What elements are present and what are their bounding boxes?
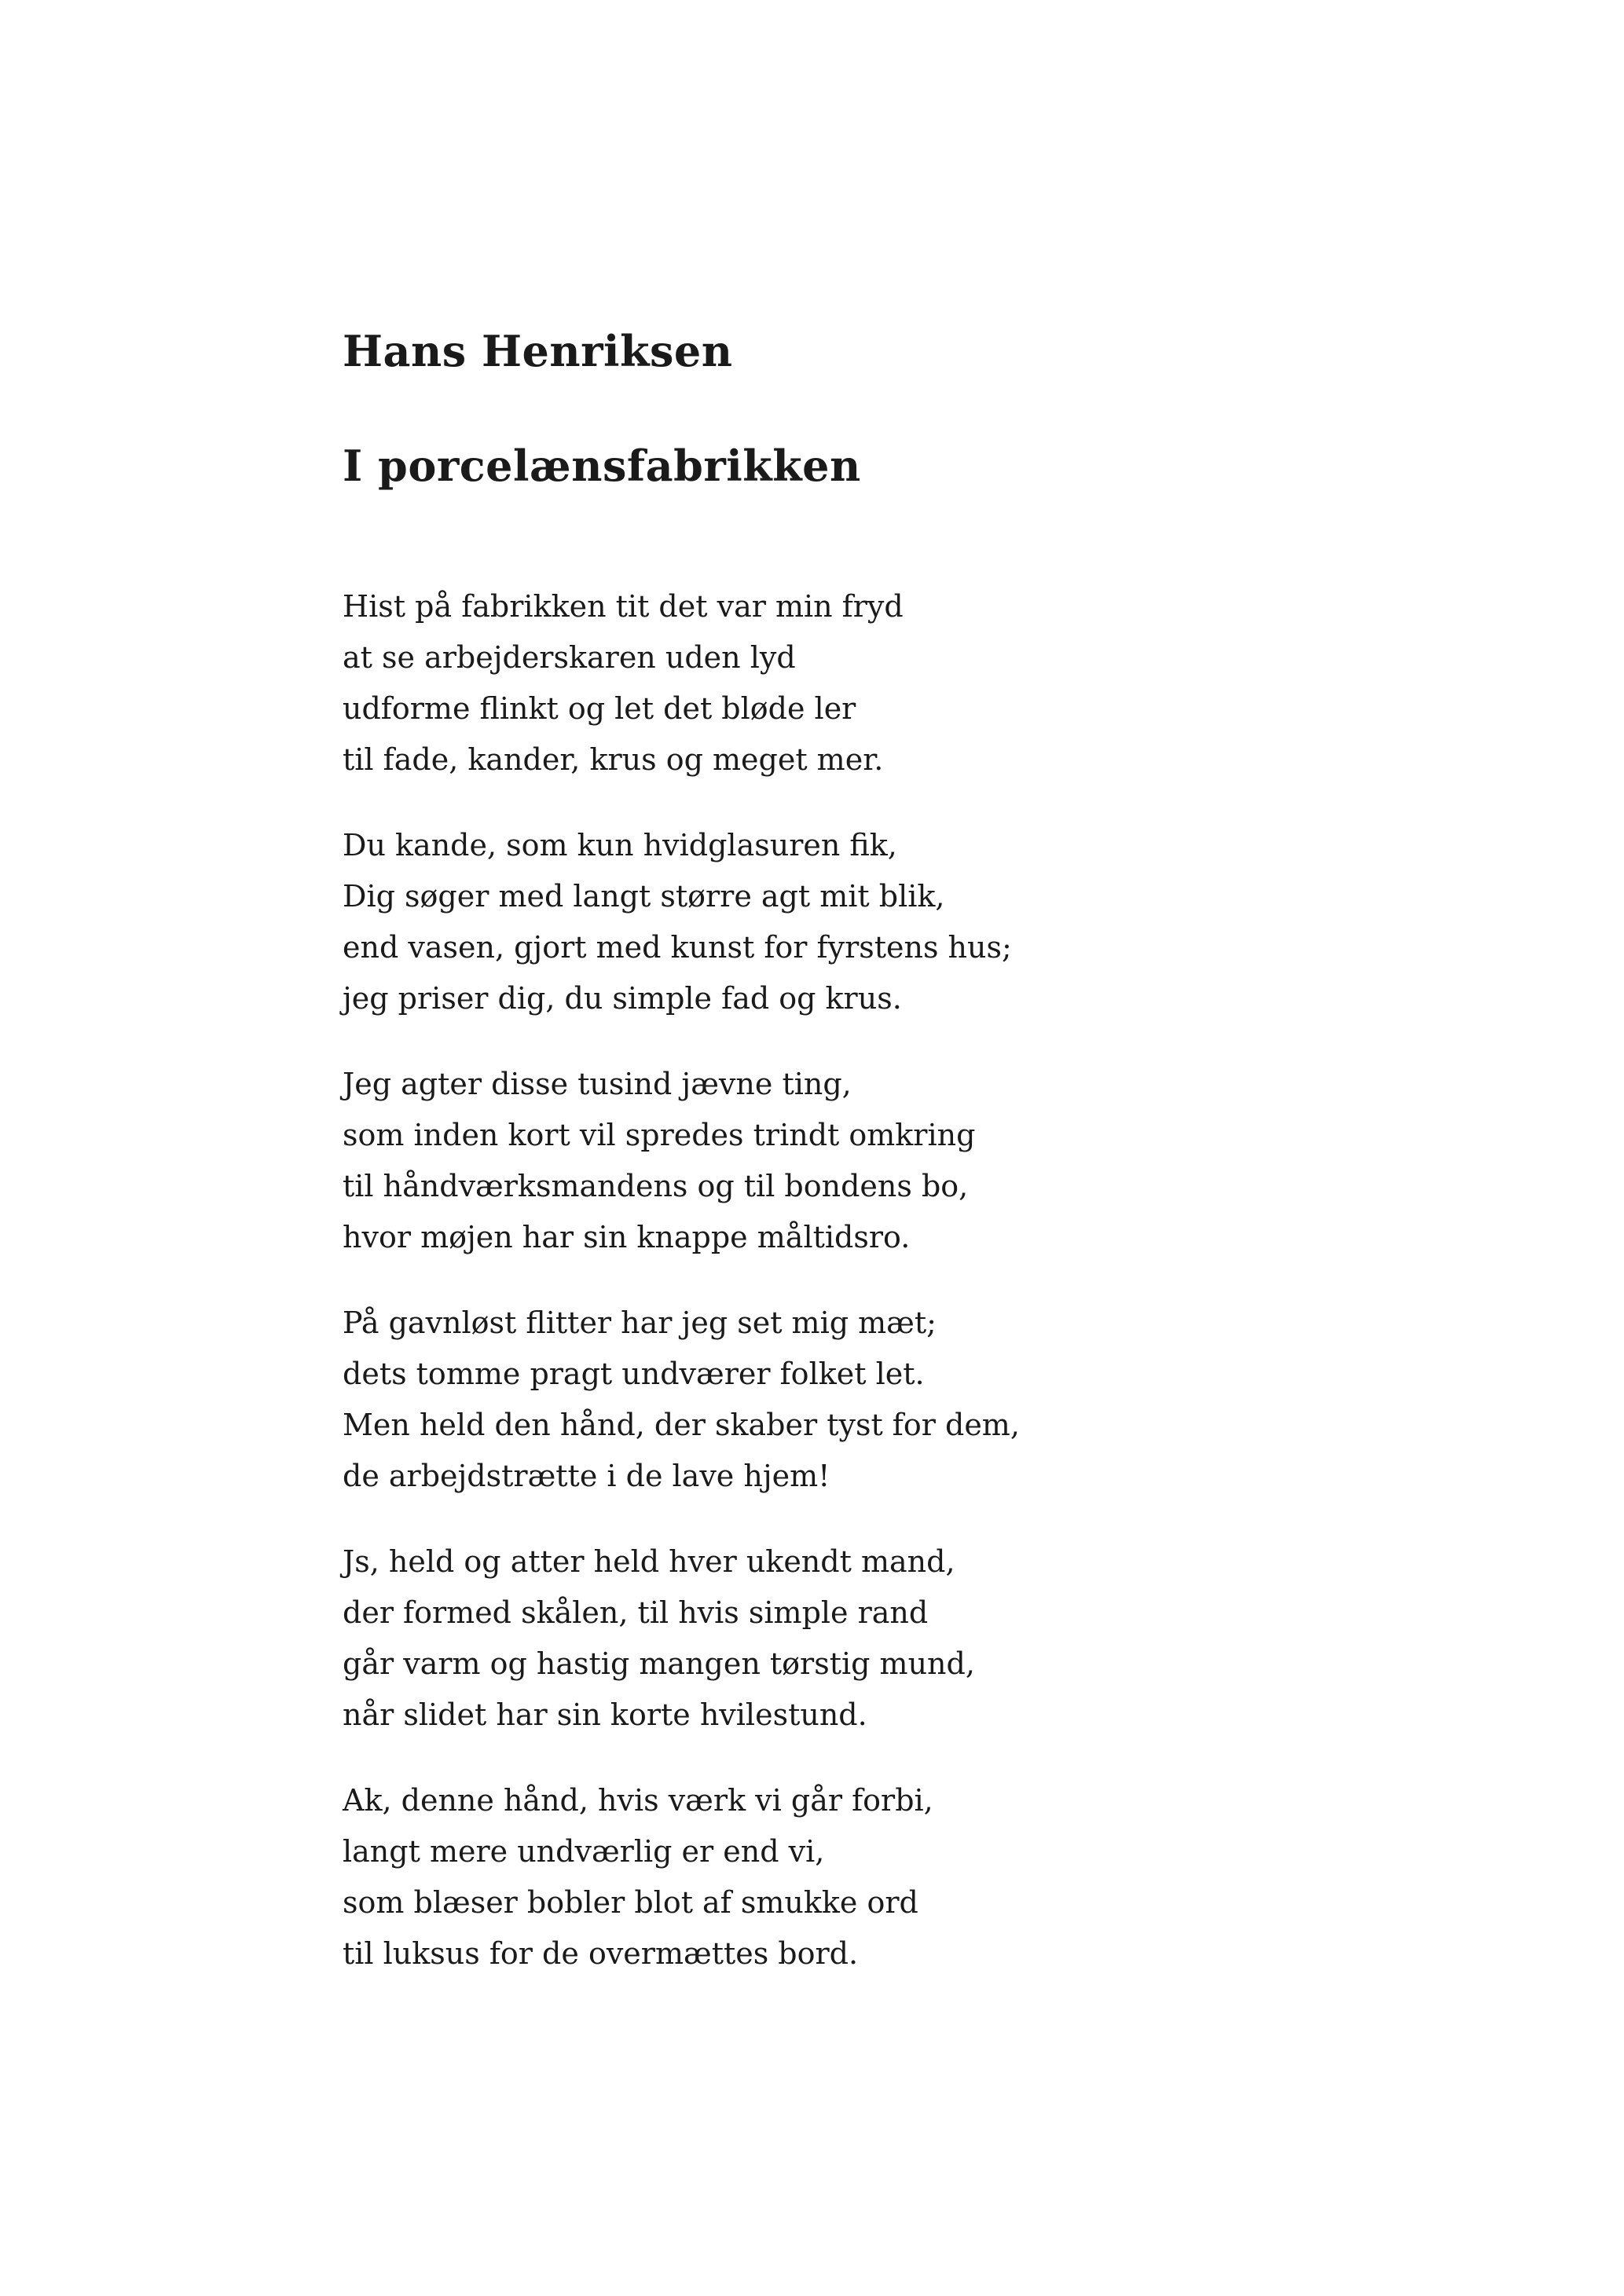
poem-line: Men held den hånd, der skaber tyst for dem, xyxy=(343,1408,1020,1442)
poem-line: På gavnløst flitter har jeg set mig mæt; xyxy=(343,1305,937,1340)
poem-title: I porcelænsfabrikken xyxy=(343,441,861,491)
stanza xyxy=(343,581,1364,785)
poem-line: dets tomme pragt undværer folket let. xyxy=(343,1357,925,1391)
poem-line: Jeg agter disse tusind jævne ting, xyxy=(343,1067,852,1101)
stanza xyxy=(343,1059,1364,1263)
poem-line: til luksus for de overmættes bord. xyxy=(343,1936,859,1971)
poem-body xyxy=(343,581,1364,2014)
poem-line: Du kande, som kun hvidglasuren fik, xyxy=(343,828,897,862)
poem-line: end vasen, gjort med kunst for fyrstens hus; xyxy=(343,930,1012,965)
poem-line: som blæser bobler blot af smukke ord xyxy=(343,1885,918,1920)
poem-line: Js, held og atter held hver ukendt mand, xyxy=(343,1544,955,1579)
poem-line: at se arbejderskaren uden lyd xyxy=(343,640,796,675)
poem-line: de arbejdstrætte i de lave hjem! xyxy=(343,1459,830,1493)
stanza xyxy=(343,1298,1364,1502)
poem-line: Hist på fabrikken tit det var min fryd xyxy=(343,589,904,624)
poem-line: langt mere undværlig er end vi, xyxy=(343,1834,825,1869)
poem-line: Dig søger med langt større agt mit blik, xyxy=(343,879,945,914)
author-name: Hans Henriksen xyxy=(343,326,733,376)
stanza xyxy=(343,1775,1364,1979)
poem-line: som inden kort vil spredes trindt omkring xyxy=(343,1118,976,1152)
stanza xyxy=(343,820,1364,1024)
poem-line: jeg priser dig, du simple fad og krus. xyxy=(343,981,902,1016)
stanza xyxy=(343,1536,1364,1741)
poem-line: går varm og hastig mangen tørstig mund, xyxy=(343,1646,975,1681)
poem-line: der formed skålen, til hvis simple rand xyxy=(343,1595,929,1630)
poem-line: når slidet har sin korte hvilestund. xyxy=(343,1697,867,1732)
poem-line: Ak, denne hånd, hvis værk vi går forbi, xyxy=(343,1783,933,1818)
poem-line: udforme flinkt og let det bløde ler xyxy=(343,691,856,726)
poem-line: til fade, kander, krus og meget mer. xyxy=(343,742,884,777)
poem-line: til håndværksmandens og til bondens bo, xyxy=(343,1169,969,1203)
poem-line: hvor møjen har sin knappe måltidsro. xyxy=(343,1220,911,1254)
